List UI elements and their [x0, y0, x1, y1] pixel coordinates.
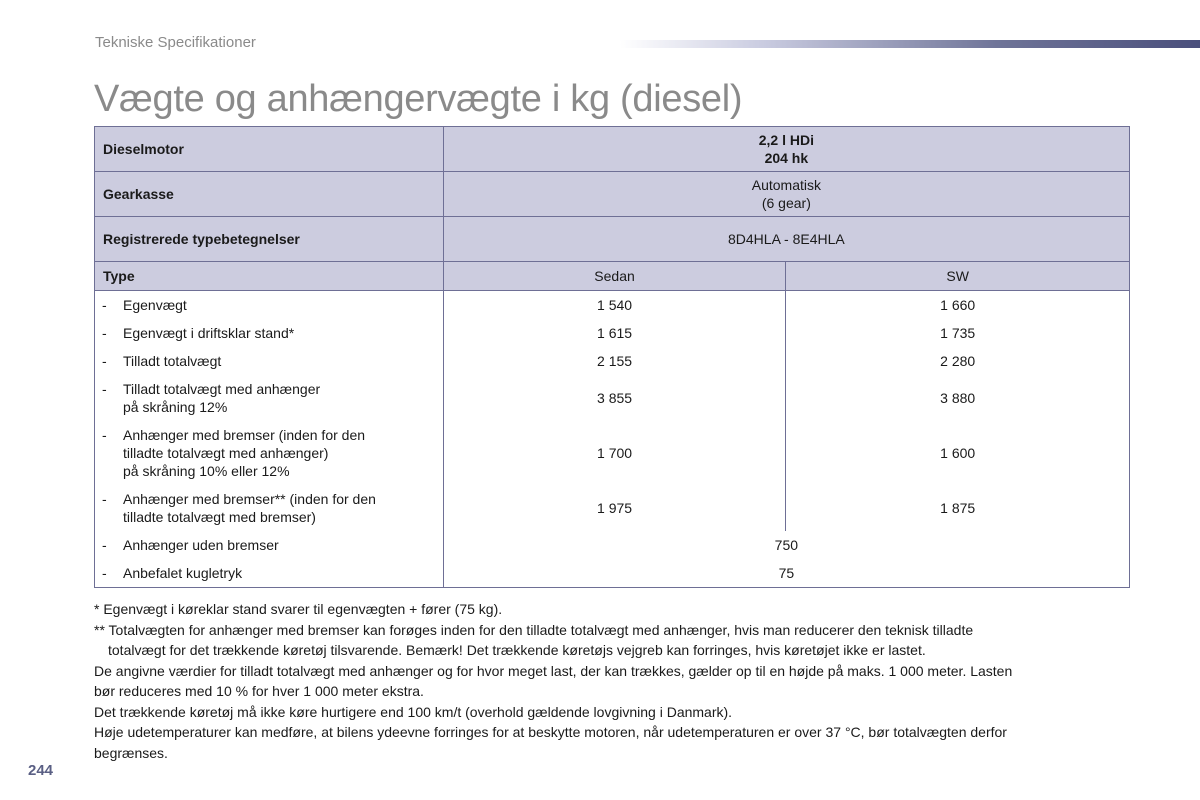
table-row: [95, 485, 1130, 531]
gearbox-value-line1: Automatisk: [751, 177, 821, 193]
row-dash: -: [102, 381, 107, 397]
note-altitude-line2: bør reduceres med 10 % for hver 1 000 meter ekstra.: [94, 683, 424, 699]
row-dash: -: [102, 537, 107, 553]
page-title: Vægte og anhængervægte i kg (diesel): [94, 78, 743, 120]
row-label: Anbefalet kugletryk: [123, 565, 243, 581]
row-label: Tilladt totalvægt med anhænger på skråning 12%: [123, 381, 321, 415]
note-temperature-line1: Høje udetemperaturer kan medføre, at bilens ydeevne forringes for at beskytte motoren, når udetemperaturen er over 37 °C, bør totalvægten derfor: [94, 724, 1007, 740]
sw-value: 2 280: [786, 347, 1130, 375]
sedan-value: 1 540: [443, 291, 786, 320]
type-header-row: [95, 262, 1130, 291]
sedan-value: 3 855: [443, 375, 786, 421]
sedan-value: 1 700: [443, 421, 786, 485]
sedan-value: 1 615: [443, 319, 786, 347]
sedan-value: 2 155: [443, 347, 786, 375]
gearbox-value: [443, 172, 1129, 217]
table-row: [95, 347, 1130, 375]
note-speed-limit: Det trækkende køretøj må ikke køre hurtigere end 100 km/t (overhold gældende lovgivning i Danmark).: [94, 703, 733, 720]
row-dash: -: [102, 427, 107, 443]
header-gradient-bar: [620, 40, 1200, 48]
row-dash: -: [102, 325, 107, 341]
gearbox-label: Gearkasse: [95, 172, 444, 217]
engine-value-line1: 2,2 l HDi: [758, 132, 814, 148]
engine-value: [443, 127, 1129, 172]
footnote-trailer-line1: ** Totalvægten for anhænger med bremser kan forøges inden for den tilladte totalvægt med anhænger, hvis man reducerer den teknisk tilladte: [94, 621, 974, 638]
registration-label: Registrerede typebetegnelser: [95, 217, 444, 262]
row-label: Anhænger med bremser (inden for den tilladte totalvægt med anhænger) på skråning 10% eller 12%: [123, 427, 366, 479]
weights-table: [94, 126, 1130, 588]
table-row: [95, 319, 1130, 347]
table-row: [95, 421, 1130, 485]
row-label: Anhænger uden bremser: [123, 537, 279, 553]
engine-label: Dieselmotor: [95, 127, 444, 172]
page-number: 244: [28, 762, 54, 779]
column-header-sw: SW: [786, 262, 1130, 291]
row-label: Tilladt totalvægt: [123, 353, 222, 369]
footnotes: [94, 599, 1114, 763]
shared-value: 75: [443, 559, 1129, 588]
gearbox-row: [95, 172, 1130, 217]
type-label: Type: [95, 262, 444, 291]
row-dash: -: [102, 491, 107, 507]
note-altitude-line1: De angivne værdier for tilladt totalvægt med anhænger og for hvor meget last, der kan trækkes, gælder op til en højde på maks. 1 000 meter. Lasten: [94, 662, 1013, 679]
sw-value: 1 735: [786, 319, 1130, 347]
row-dash: -: [102, 565, 107, 581]
table-row: [95, 559, 1130, 588]
sw-value: 1 660: [786, 291, 1130, 320]
note-temperature-line2: begrænses.: [94, 744, 168, 761]
table-row: [95, 291, 1130, 320]
gearbox-value-line2: (6 gear): [761, 195, 811, 211]
sw-value: 3 880: [786, 375, 1130, 421]
sw-value: 1 600: [786, 421, 1130, 485]
footnote-curb-weight: * Egenvægt i køreklar stand svarer til egenvægten + fører (75 kg).: [94, 601, 503, 617]
row-dash: -: [102, 297, 107, 313]
engine-value-line2: 204 hk: [764, 150, 809, 166]
sedan-value: 1 975: [443, 485, 786, 531]
section-label: Tekniske Specifikationer: [95, 34, 256, 51]
column-header-sedan: Sedan: [443, 262, 786, 291]
row-label: Anhænger med bremser** (inden for den tilladte totalvægt med bremser): [123, 491, 376, 525]
footnote-trailer-line2: totalvægt for det trækkende køretøj tilsvarende. Bemærk! Det trækkende køretøjs vejgreb kan forringes, hvis køretøjet ikke er lastet.: [108, 642, 926, 658]
table-row: [95, 375, 1130, 421]
shared-value: 750: [443, 531, 1129, 559]
row-label: Egenvægt: [123, 297, 187, 313]
row-dash: -: [102, 353, 107, 369]
table-row: [95, 531, 1130, 559]
engine-row: [95, 127, 1130, 172]
registration-value: 8D4HLA - 8E4HLA: [443, 217, 1129, 262]
row-label: Egenvægt i driftsklar stand*: [123, 325, 295, 341]
registration-row: [95, 217, 1130, 262]
sw-value: 1 875: [786, 485, 1130, 531]
